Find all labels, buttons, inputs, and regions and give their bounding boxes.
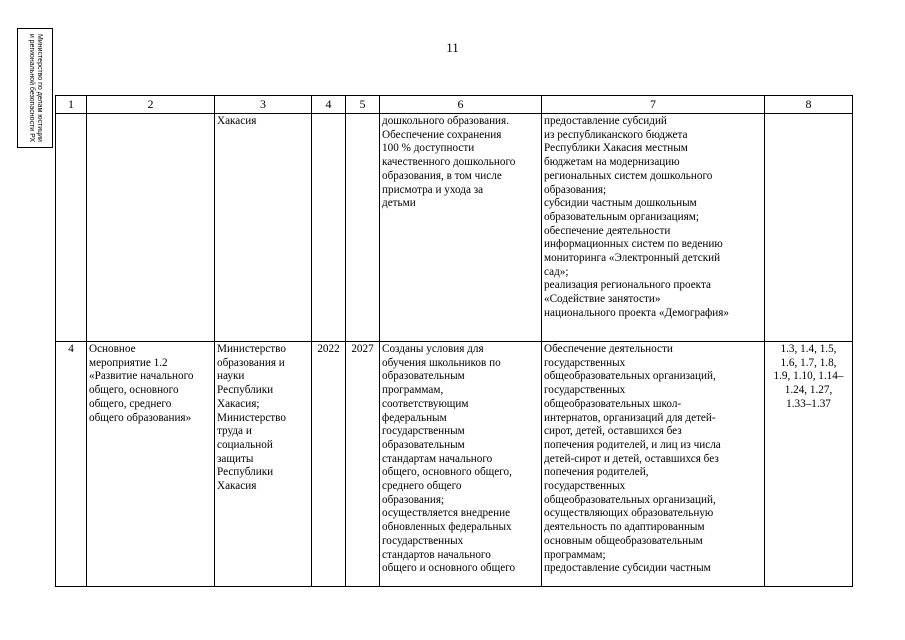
end-year-cell: 2027 [346,342,380,587]
indicators-cell: 1.3, 1.4, 1.5, 1.6, 1.7, 1.8, 1.9, 1.10, 1.14– 1.24, 1.27, 1.33–1.37 [765,342,853,587]
table-row [56,114,853,342]
header-cell: 7 [542,96,765,114]
expected-result-cell: Созданы условия для обучения школьников по образовательным программам, соответствующим федеральным государственным образовательным стандартам начального общего, основного общего, среднего общего образования; осуществляется внедрение обновленных федеральных государственных стандартов начального общего и основного общего [380,342,542,587]
row-number-cell: 4 [56,342,87,587]
end-year-cell [346,114,380,342]
table-row [56,342,853,587]
header-cell: 8 [765,96,853,114]
indicators-cell [765,114,853,342]
header-cell: 2 [87,96,215,114]
activity-name-cell: Основное мероприятие 1.2 «Развитие начального общего, основного общего, среднего общего образования» [87,342,215,587]
start-year-cell: 2022 [312,342,346,587]
header-cell: 1 [56,96,87,114]
row-number-cell [56,114,87,342]
stamp-text: Министерство по делам юстиции и региональной безопасности РХ [28,33,43,143]
start-year-cell [312,114,346,342]
activity-name-cell [87,114,215,342]
expected-result-cell: дошкольного образования. Обеспечение сохранения 100 % доступности качественного дошкольного образования, в том числе присмотра и ухода за детьми [380,114,542,342]
page-number: 11 [446,40,459,55]
header-cell: 6 [380,96,542,114]
header-cell: 4 [312,96,346,114]
responsible-cell: Хакасия [215,114,312,342]
header-cell: 3 [215,96,312,114]
program-table [55,95,853,587]
main-directions-cell: предоставление субсидий из республиканского бюджета Республики Хакасия местным бюджетам на модернизацию региональных систем дошкольного образования; субсидии частным дошкольным образовательным организациям; обеспечение деятельности информационных систем по ведению мониторинга «Электронный детский сад»; реализация регионального проекта «Содействие занятости» национального проекта «Демография» [542,114,765,342]
header-row [56,96,853,114]
responsible-cell: Министерство образования и науки Республики Хакасия; Министерство труда и социальной защиты Республики Хакасия [215,342,312,587]
header-cell: 5 [346,96,380,114]
main-directions-cell: Обеспечение деятельности государственных общеобразовательных организаций, государственных общеобразовательных школ- интернатов, организаций для детей- сирот, детей, оставшихся без попечения родителей, и лиц из числа детей-сирот и детей, оставшихся без попечения родителей, государственных общеобразовательных организаций, осуществляющих образовательную деятельность по адаптированным основным общеобразовательным программам; предоставление субсидии частным [542,342,765,587]
